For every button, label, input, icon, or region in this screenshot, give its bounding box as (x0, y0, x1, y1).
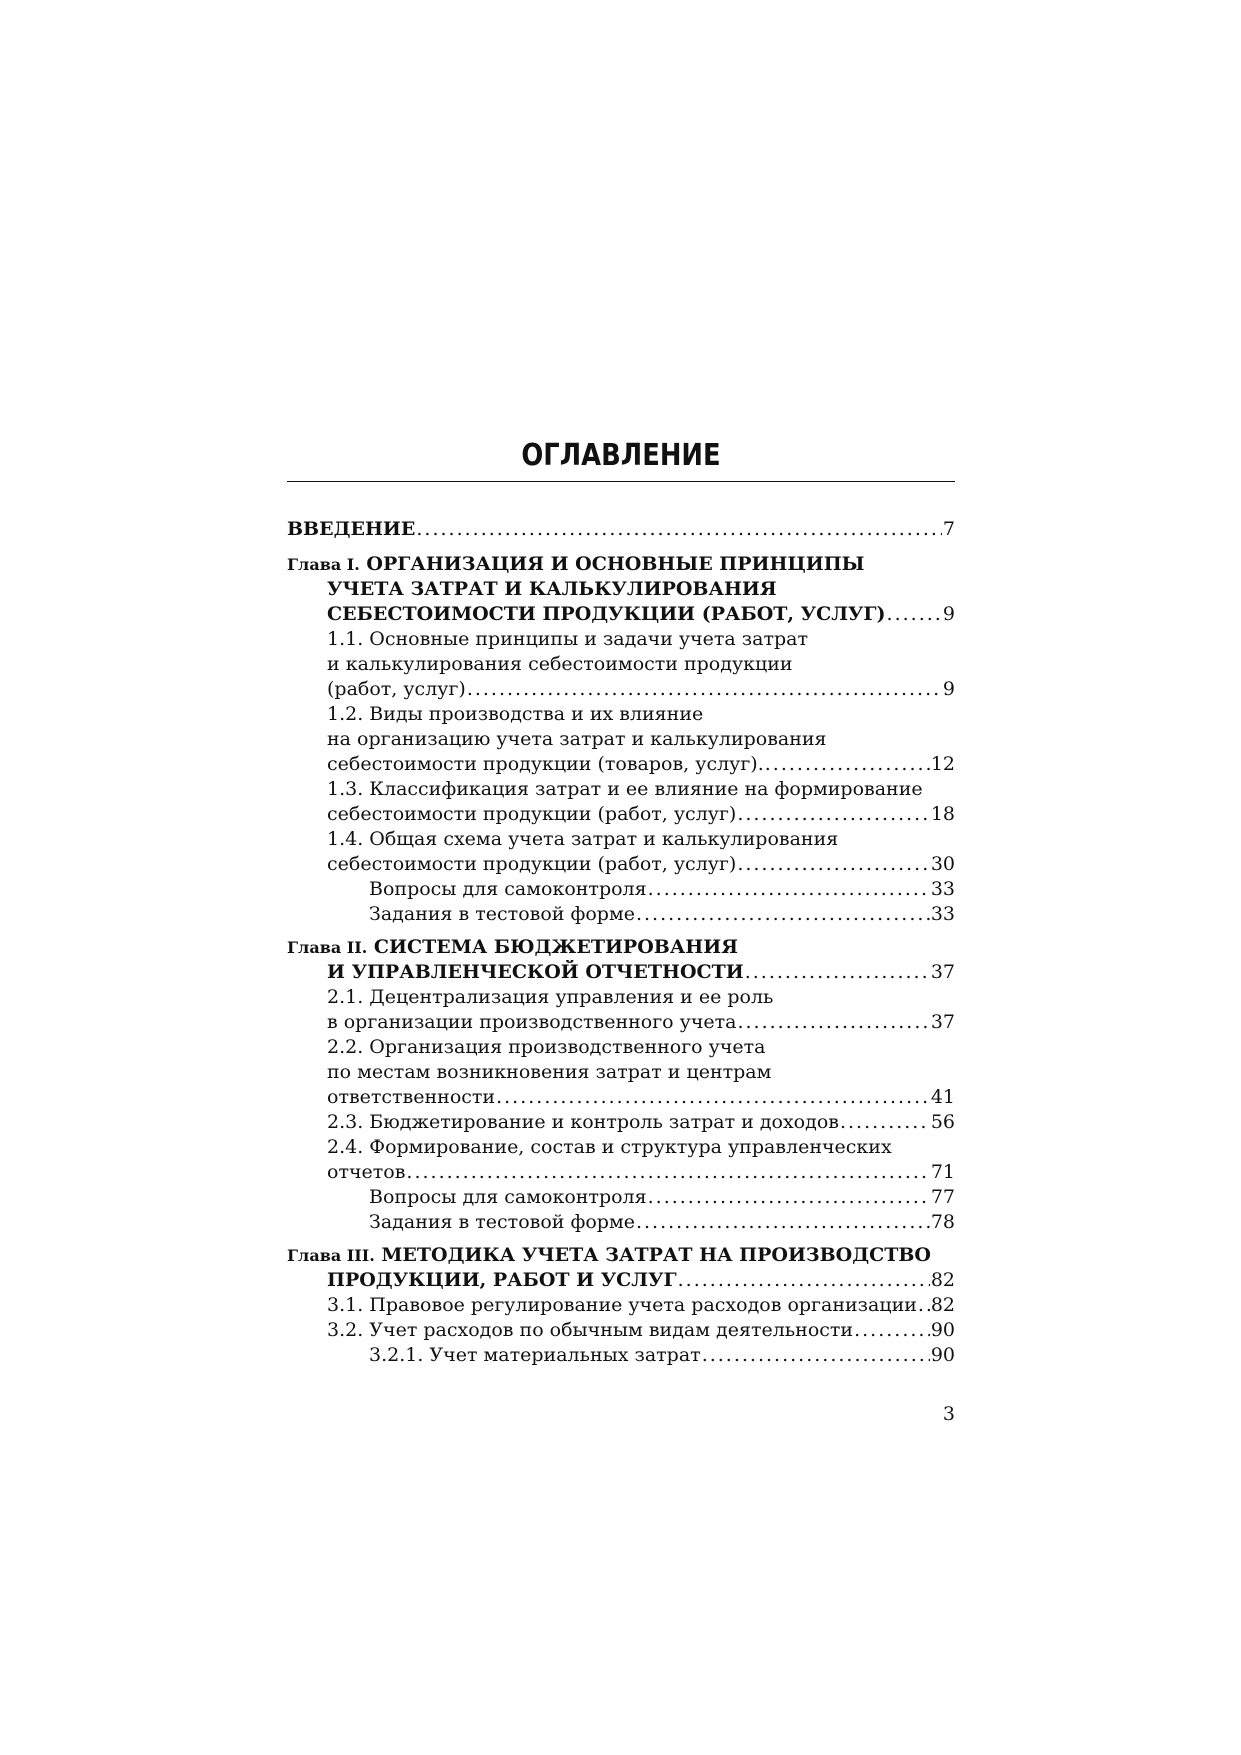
dot-leader (887, 602, 942, 627)
toc-page-number: 90 (930, 1319, 955, 1341)
chapter-title-line: ОРГАНИЗАЦИЯ И ОСНОВНЫЕ ПРИНЦИПЫ (359, 553, 865, 575)
toc-page-number: 12 (930, 753, 955, 775)
toc-section-3-1[interactable] (287, 1293, 955, 1318)
toc-test-tasks-1[interactable] (287, 902, 955, 927)
toc-section-text: 2.4. Формирование, состав и структура управленческих (327, 1136, 892, 1158)
book-page (287, 0, 955, 1755)
dot-leader (648, 1185, 930, 1210)
toc-section-text: 1.1. Основные принципы и задачи учета затрат (327, 628, 808, 650)
toc-chapter-3-heading[interactable] (287, 1243, 955, 1268)
toc-entry-label: Вопросы для самоконтроля (369, 878, 647, 900)
toc-chapter-1-heading[interactable] (287, 552, 955, 577)
toc-section-text: 1.3. Классификация затрат и ее влияние на формирование (327, 778, 923, 800)
page-title: ОГЛАВЛЕНИЕ (521, 438, 721, 473)
dot-leader (840, 1110, 930, 1135)
toc-page-number: 33 (930, 903, 955, 925)
toc-page-number: 56 (930, 1111, 955, 1133)
toc-section-text: 3.1. Правовое регулирование учета расходов организации (327, 1294, 917, 1316)
toc-chapter-1-entry[interactable] (287, 602, 955, 627)
dot-leader (737, 1010, 929, 1035)
toc-section-text: на организацию учета затрат и калькулирования (327, 728, 827, 750)
dot-leader (765, 752, 930, 777)
toc-section-1-4[interactable] (287, 852, 955, 877)
toc-section-2-2[interactable] (287, 1085, 955, 1110)
toc-chapter-2-heading[interactable] (287, 935, 955, 960)
toc-section-text: 2.3. Бюджетирование и контроль затрат и доходов (327, 1111, 839, 1133)
toc-section-3-2-1[interactable] (287, 1343, 955, 1368)
toc-entry-intro[interactable] (287, 517, 955, 542)
chapter-title-line: МЕТОДИКА УЧЕТА ЗАТРАТ НА ПРОИЗВОДСТВО (374, 1244, 931, 1266)
toc-page-number: 9 (942, 678, 955, 700)
toc-section-1-3[interactable] (287, 802, 955, 827)
dot-leader (496, 1085, 930, 1110)
chapter-title-line: СЕБЕСТОИМОСТИ ПРОДУКЦИИ (РАБОТ, УСЛУГ) (327, 603, 886, 625)
toc-section-2-3[interactable] (287, 1110, 955, 1135)
toc-section-text: и калькулирования себестоимости продукции (327, 653, 793, 675)
toc-entry-label: Задания в тестовой форме (369, 903, 635, 925)
toc-page-number: 18 (930, 803, 955, 825)
toc-entry-label: Задания в тестовой форме (369, 1211, 635, 1233)
toc-page-number: 71 (930, 1161, 955, 1183)
toc-section-text: по местам возникновения затрат и центрам (327, 1061, 772, 1083)
toc-page-number: 78 (930, 1211, 955, 1233)
chapter-title-line: И УПРАВЛЕНЧЕСКОЙ ОТЧЕТНОСТИ (327, 961, 744, 983)
toc-section-2-1[interactable] (287, 1010, 955, 1035)
toc-section-text: 1.4. Общая схема учета затрат и калькулирования (327, 828, 839, 850)
toc-chapter-2-entry[interactable] (287, 960, 955, 985)
title-divider (287, 481, 955, 482)
chapter-title-line: УЧЕТА ЗАТРАТ И КАЛЬКУЛИРОВАНИЯ (327, 578, 777, 600)
toc-self-check-questions-2[interactable] (287, 1185, 955, 1210)
toc-self-check-questions-1[interactable] (287, 877, 955, 902)
toc-section-text: отчетов (327, 1161, 406, 1183)
toc-section-text: 2.1. Децентрализация управления и ее роль (327, 986, 774, 1008)
dot-leader (416, 517, 942, 542)
toc-page-number: 37 (930, 1011, 955, 1033)
toc-section-3-2[interactable] (287, 1318, 955, 1343)
toc-section-text: в организации производственного учета (327, 1011, 737, 1033)
dot-leader (702, 1343, 930, 1368)
toc-entry-label: Вопросы для самоконтроля (369, 1186, 647, 1208)
toc-section-text: (работ, услуг) (327, 678, 466, 700)
chapter-prefix: Глава I. (287, 555, 360, 574)
toc-section-text: себестоимости продукции (товаров, услуг). (327, 753, 764, 775)
toc-page-number: 30 (930, 853, 955, 875)
toc-section-text: ответственности (327, 1086, 496, 1108)
dot-leader (737, 852, 930, 877)
toc-test-tasks-2[interactable] (287, 1210, 955, 1235)
dot-leader (737, 802, 930, 827)
chapter-title-line: СИСТЕМА БЮДЖЕТИРОВАНИЯ (367, 936, 738, 958)
dot-leader (648, 877, 930, 902)
dot-leader (636, 902, 930, 927)
toc-section-text: 1.2. Виды производства и их влияние (327, 703, 704, 725)
toc-section-2-4[interactable] (287, 1160, 955, 1185)
chapter-prefix: Глава III. (287, 1246, 375, 1265)
toc-section-text: 2.2. Организация производственного учета (327, 1036, 766, 1058)
toc-page-number: 9 (942, 603, 955, 625)
dot-leader (745, 960, 930, 985)
dot-leader (636, 1210, 930, 1235)
toc-section-text: себестоимости продукции (работ, услуг) (327, 853, 737, 875)
toc-page-number: 33 (930, 878, 955, 900)
toc-section-text: 3.2. Учет расходов по обычным видам деятельности (327, 1319, 854, 1341)
toc-page-number: 82 (930, 1269, 955, 1291)
dot-leader (918, 1293, 930, 1318)
table-of-contents (287, 517, 955, 1368)
toc-page-number: 37 (930, 961, 955, 983)
toc-page-number: 7 (942, 518, 955, 540)
dot-leader (406, 1160, 929, 1185)
toc-page-number: 77 (930, 1186, 955, 1208)
toc-section-1-2[interactable] (287, 752, 955, 777)
dot-leader (854, 1318, 930, 1343)
dot-leader (467, 677, 942, 702)
toc-chapter-3-entry[interactable] (287, 1268, 955, 1293)
dot-leader (678, 1268, 930, 1293)
chapter-title-line: ПРОДУКЦИИ, РАБОТ И УСЛУГ (327, 1269, 677, 1291)
toc-page-number: 41 (930, 1086, 955, 1108)
toc-section-text: себестоимости продукции (работ, услуг) (327, 803, 737, 825)
toc-section-1-1[interactable] (287, 677, 955, 702)
page-number: 3 (942, 1403, 955, 1425)
toc-page-number: 90 (930, 1344, 955, 1366)
chapter-prefix: Глава II. (287, 938, 368, 957)
toc-page-number: 82 (930, 1294, 955, 1316)
toc-entry-label: ВВЕДЕНИЕ (287, 518, 416, 540)
toc-section-text: 3.2.1. Учет материальных затрат (369, 1344, 701, 1366)
